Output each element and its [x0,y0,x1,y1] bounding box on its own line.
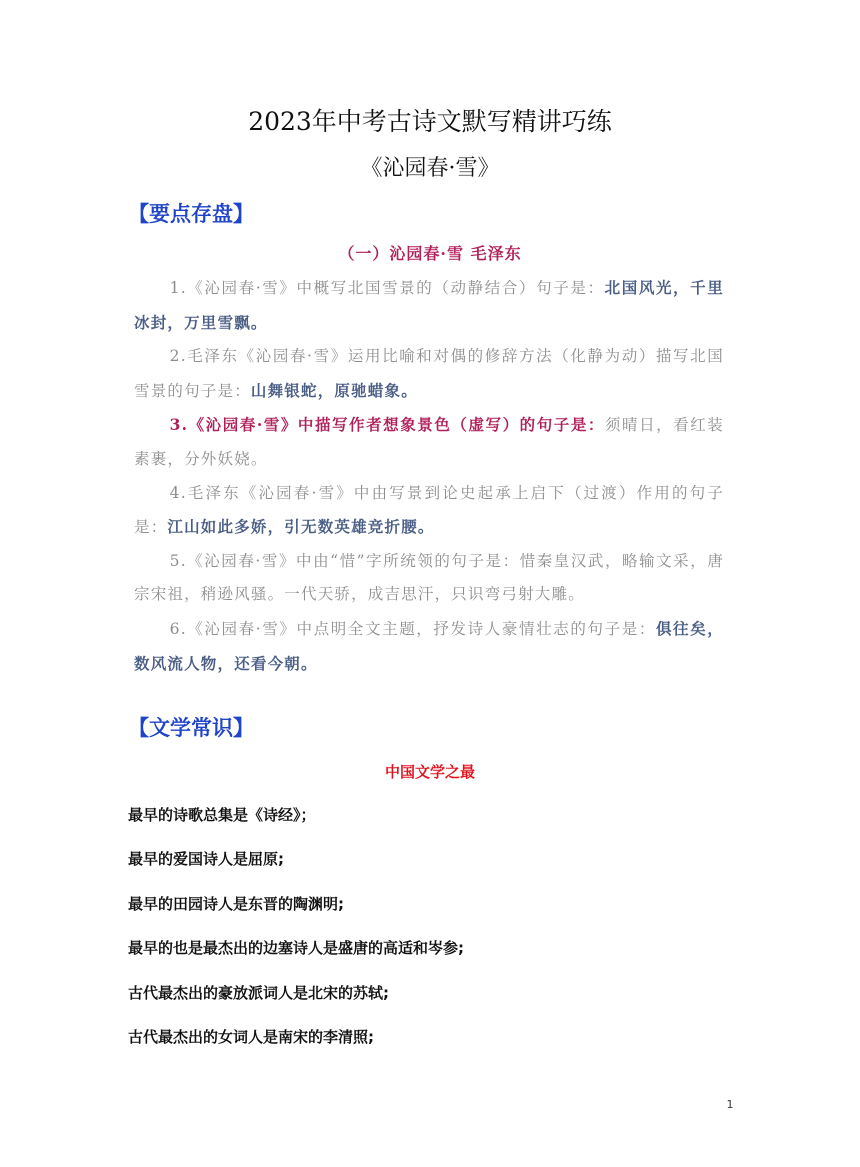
fact-item: 古代最杰出的女词人是南宋的李清照; [128,1027,375,1046]
question-item [134,545,724,612]
question-text: 4.毛泽东《沁园春·雪》中由写景到论史起承上启下（过渡）作用的句子是： [134,483,724,537]
answer-text: 山舞银蛇，原驰蜡象。 [250,380,418,400]
fact-list [128,800,748,1066]
question-item [134,477,724,545]
page-number: 1 [726,1098,734,1111]
section-heading-key-points: 【要点存盘】 [128,202,254,226]
fact-item: 最早的诗歌总集是《诗经》； [128,806,316,824]
poem-title: 《沁园春·雪》 [360,156,500,181]
answer-text: 俱往矣，数风流人物，还看今朝。 [134,618,724,673]
question-text-highlighted: 3.《沁园春·雪》中描写作者想象景色（虚写）的句子是： [169,415,605,435]
answer-text: 北国风光，千里冰封，万里雪飘。 [134,278,724,332]
question-item [134,612,724,681]
literature-subheading: 中国文学之最 [384,763,475,781]
question-list [134,271,724,681]
fact-item: 最早的也是最杰出的边塞诗人是盛唐的高适和岑参; [128,939,465,958]
question-text: 2.毛泽东《沁园春·雪》运用比喻和对偶的修辞方法（化静为动）描写北国雪景的句子是： [134,347,724,400]
question-item [134,340,724,408]
fact-item: 最早的爱国诗人是屈原; [128,850,284,869]
question-text: 5.《沁园春·雪》中由“惜”字所统领的句子是： [169,551,520,570]
answer-text: 须晴日，看红装素裹，分外妖娆。 [134,416,725,468]
answer-text: 惜秦皇汉武，略输文采，唐宗宋祖，稍逊风骚。一代天骄，成吉思汗，只识弯弓射大雕。 [134,551,725,604]
poem-subheading: （一）沁园春·雪 毛泽东 [338,244,522,263]
document-title: 2023年中考古诗文默写精讲巧练 [248,107,612,136]
question-text: 1.《沁园春·雪》中概写北国雪景的（动静结合）句子是： [169,279,605,297]
question-text: 6.《沁园春·雪》中点明全文主题，抒发诗人豪情壮志的句子是： [169,619,656,638]
section-heading-literature: 【文学常识】 [128,716,254,740]
question-item [134,408,724,476]
fact-item: 古代最杰出的豪放派词人是北宋的苏轼; [128,983,390,1002]
fact-item: 最早的田园诗人是东晋的陶渊明; [128,894,345,913]
answer-text: 江山如此多娇，引无数英雄竞折腰。 [167,517,435,537]
question-item [134,271,724,340]
